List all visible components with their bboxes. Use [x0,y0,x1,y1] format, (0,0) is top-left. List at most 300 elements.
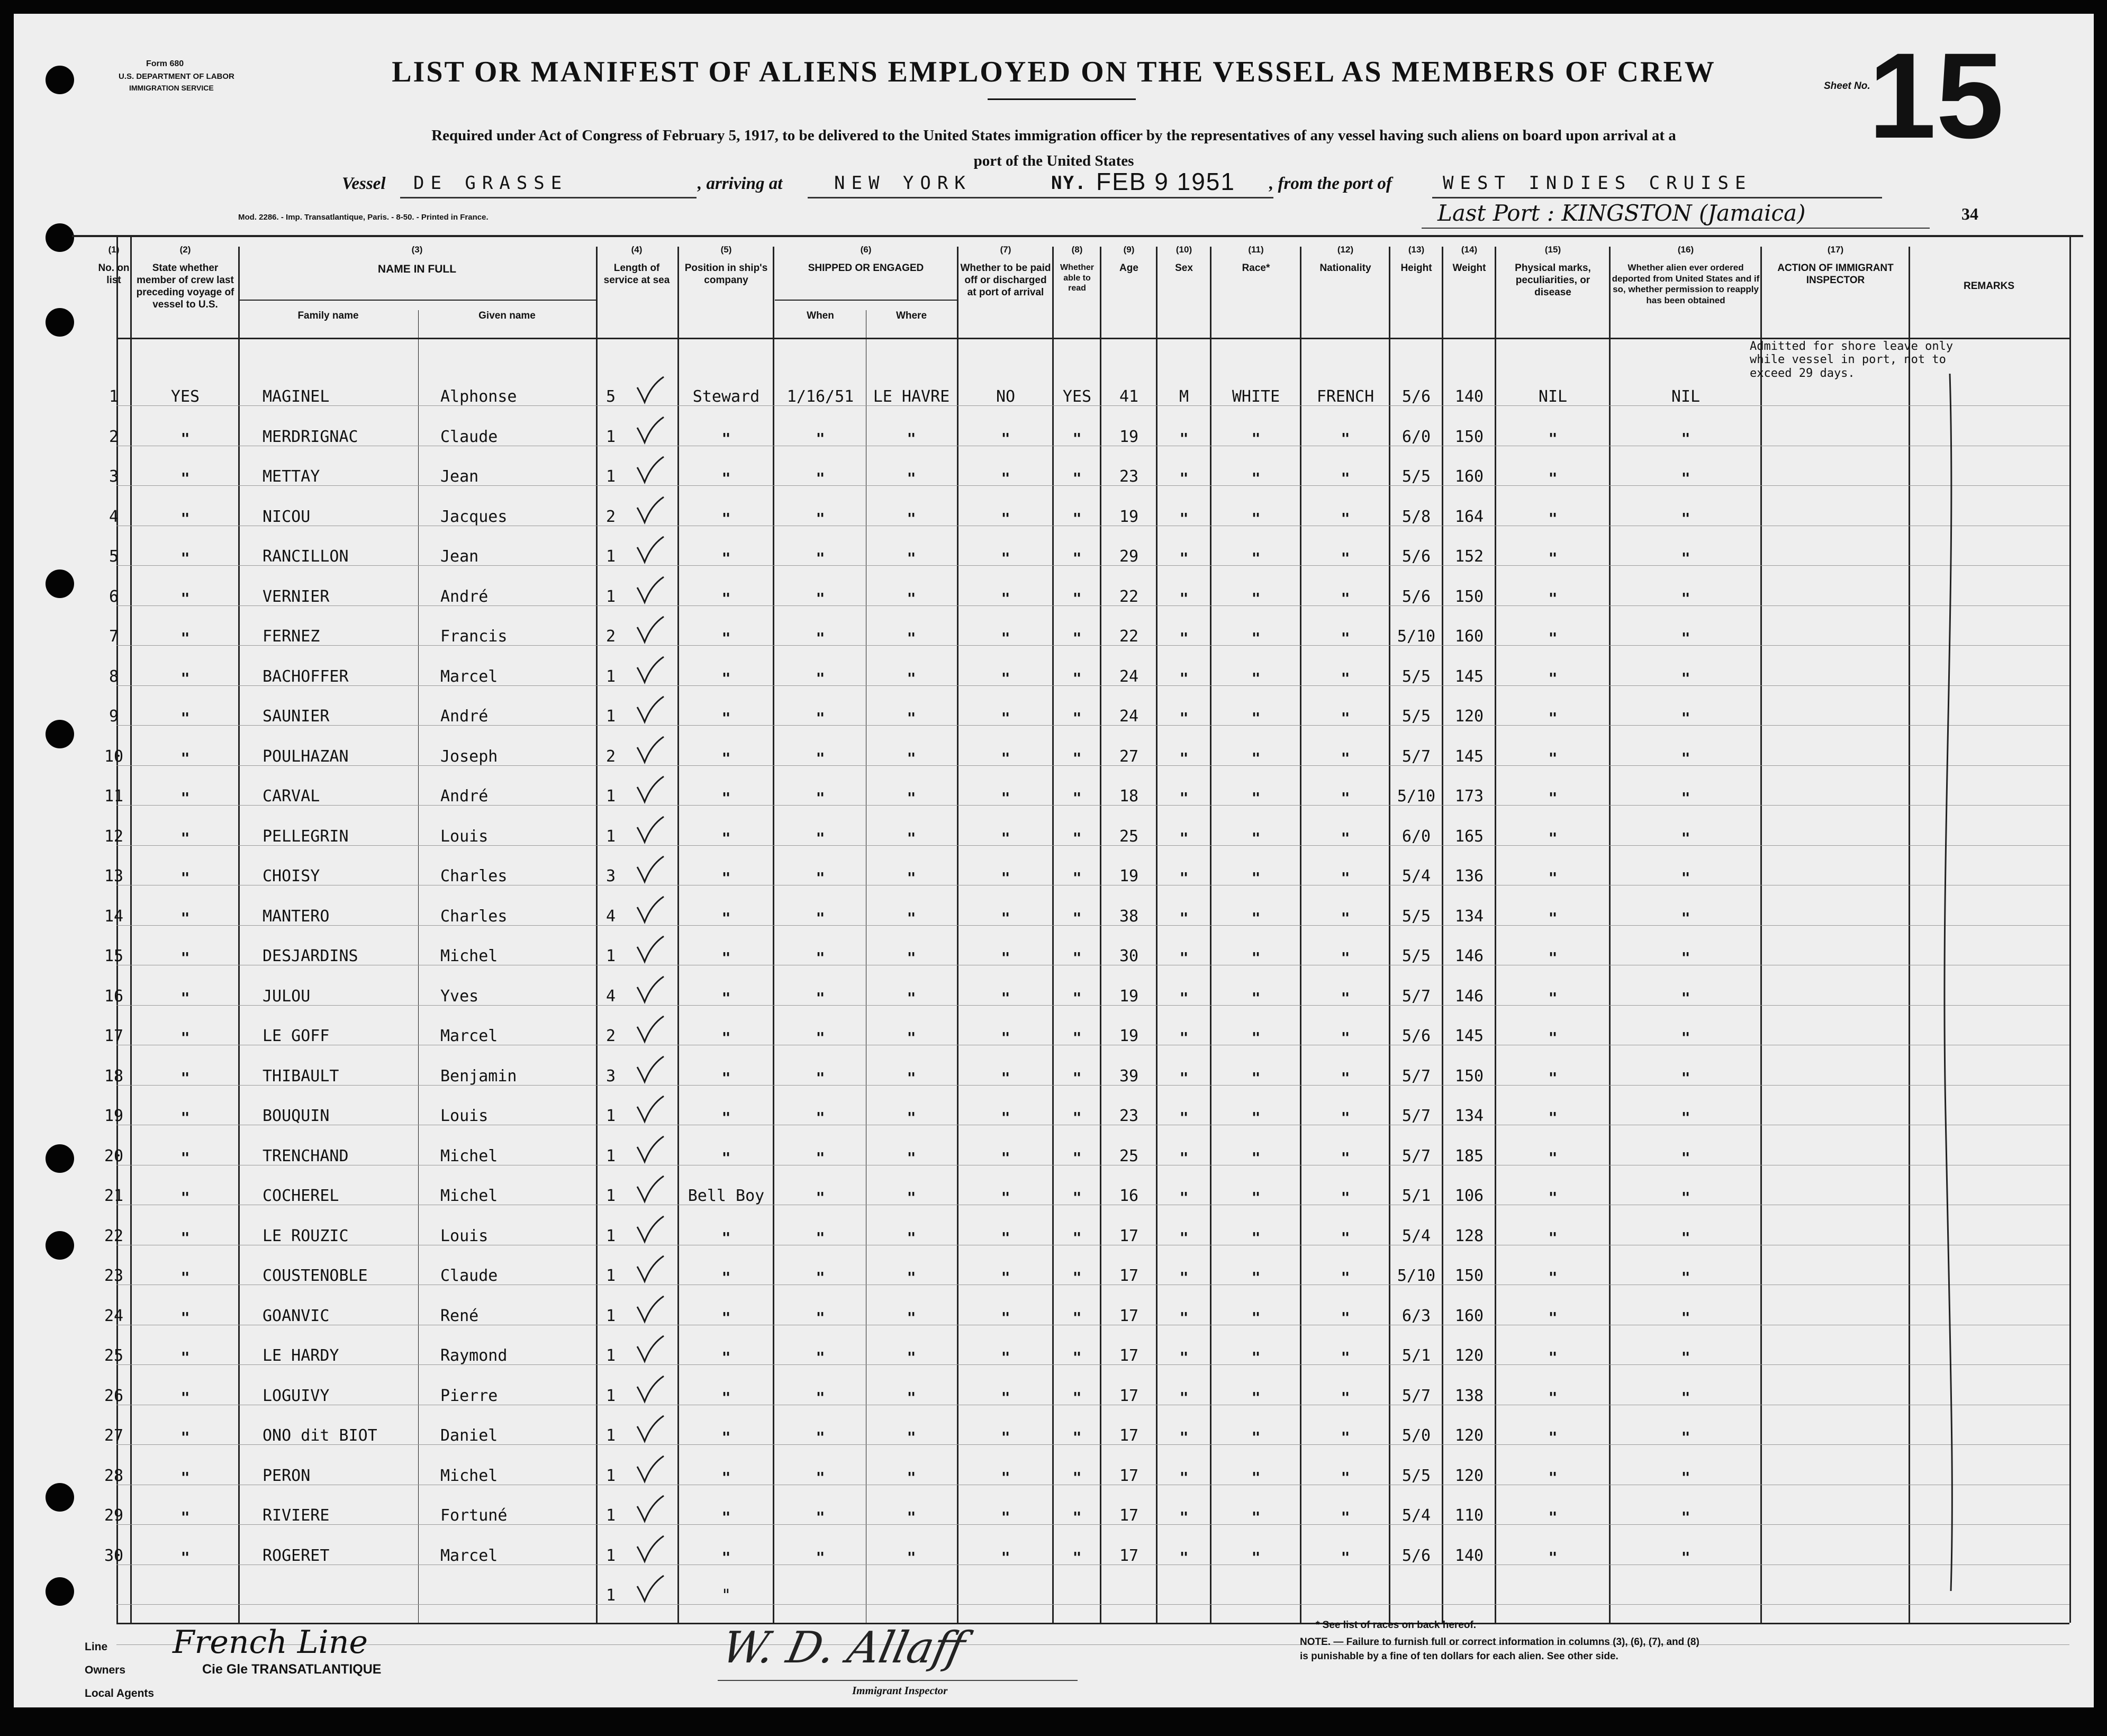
row-number: 13 [104,867,124,885]
checkmark-icon [634,416,666,446]
able-to-read: " [1072,1388,1082,1406]
paid-off: " [1001,1109,1010,1126]
deported-status: " [1681,1109,1690,1126]
sex: " [1179,1149,1189,1167]
height: 6/0 [1401,427,1431,446]
able-to-read: " [1072,629,1082,647]
sex: " [1179,1189,1189,1206]
weight: 120 [1454,1426,1484,1445]
crew-status: " [180,709,190,727]
position: " [721,589,731,607]
paid-off: " [1001,669,1010,687]
height: 5/7 [1401,747,1431,766]
punch-hole [46,1483,74,1512]
shipped-where: " [907,1388,916,1406]
shipped-when: " [816,1228,825,1246]
shipped-where: " [907,589,916,607]
height: 5/4 [1401,1226,1431,1245]
able-to-read: " [1072,909,1082,927]
weight: 150 [1454,1066,1484,1086]
nationality: " [1341,989,1350,1007]
checkmark-icon [634,1175,666,1205]
crew-status: " [180,829,190,847]
race: " [1251,1508,1261,1526]
nationality: " [1341,749,1350,767]
shipped-where: " [907,1508,916,1526]
position: " [721,829,731,847]
given-name: Jean [440,467,479,486]
penalty-note: NOTE. — Failure to furnish full or correct information in columns (3), (6), (7), and (8) is punishable by a fine of ten dollars for each alien. See other side. [1300,1636,1699,1662]
nationality: " [1341,509,1350,527]
shipped-when: " [816,1269,825,1286]
physical-marks: " [1548,989,1558,1007]
deported-status: " [1681,909,1690,927]
shipped-where: " [907,1548,916,1566]
age: 25 [1119,1146,1139,1165]
nationality: " [1341,1228,1350,1246]
weight: 173 [1454,787,1484,806]
inspector-action-note: Admitted for shore leave only while vessel in port, not to exceed 29 days. [1750,340,1954,380]
length-of-service: 2 [605,507,616,526]
row-number: 8 [108,667,119,686]
race: " [1251,709,1261,727]
paid-off: " [1001,589,1010,607]
family-name: ONO dit BIOT [263,1426,377,1445]
checkmark-icon [634,576,666,605]
height: 5/6 [1401,1027,1431,1045]
able-to-read: " [1072,1189,1082,1206]
length-of-service: 1 [605,587,616,606]
arriving-port: NEW YORK [834,173,972,194]
race: " [1251,949,1261,966]
given-name: Charles [440,907,508,926]
given-name: Marcel [440,667,498,686]
length-of-service: 1 [605,547,616,566]
punch-hole [46,308,74,337]
height: 5/0 [1401,1426,1431,1445]
deported-status: " [1681,789,1690,807]
physical-marks: " [1548,1189,1558,1206]
service-name: IMMIGRATION SERVICE [129,84,214,92]
row-number: 22 [104,1226,124,1245]
printer-note: Mod. 2286. - Imp. Transatlantique, Paris. - 8-50. - Printed in France. [238,213,489,222]
family-name: BACHOFFER [263,667,349,686]
row-number: 30 [104,1546,124,1565]
crew-status: " [180,789,190,807]
crew-status: " [180,1189,190,1206]
header-given-name: Given name [478,310,536,321]
height: 5/6 [1401,1546,1431,1565]
header-position: (5) Position in ship's company [684,245,768,286]
weight: 134 [1454,1107,1484,1125]
shipped-where: " [907,789,916,807]
age: 19 [1119,867,1139,885]
row-number: 15 [104,947,124,965]
position: " [721,1228,731,1246]
crew-status: " [180,1228,190,1246]
shipped-when: " [816,789,825,807]
sex: " [1179,1508,1189,1526]
sex: M [1179,387,1189,406]
shipped-when: " [816,1468,825,1486]
given-name: Francis [440,627,508,646]
height: 5/7 [1401,1386,1431,1405]
given-name: Claude [440,1267,498,1285]
position: " [721,629,731,647]
shipped-where: " [907,509,916,527]
sex: " [1179,549,1189,567]
nationality: " [1341,1349,1350,1366]
paid-off: " [1001,429,1010,447]
physical-marks: " [1548,1069,1558,1087]
sex: " [1179,869,1189,887]
physical-marks: " [1548,1508,1558,1526]
sheet-label: Sheet No. [1824,80,1870,92]
header-nationality: (12) Nationality [1319,245,1371,274]
sex: " [1179,1069,1189,1087]
deported-status: " [1681,1508,1690,1526]
physical-marks: " [1548,1029,1558,1046]
paid-off: " [1001,1308,1010,1326]
physical-marks: " [1548,429,1558,447]
family-name: RIVIERE [263,1506,330,1525]
shipped-where: " [907,469,916,487]
length-of-service: 1 [605,1426,616,1445]
checkmark-icon [634,1415,666,1444]
length-of-service: 1 [605,1306,616,1325]
position: " [721,669,731,687]
position: " [721,1428,731,1446]
column-divider [596,247,598,1623]
column-divider [957,247,958,1623]
shipped-where: " [907,1029,916,1046]
nationality: " [1341,1468,1350,1486]
column-divider [1389,247,1390,1623]
checkmark-icon [634,496,666,526]
length-of-service: 3 [605,1066,616,1086]
paid-off: " [1001,1428,1010,1446]
weight: 146 [1454,987,1484,1006]
able-to-read: " [1072,1029,1082,1046]
shipped-where: " [907,909,916,927]
row-number: 23 [104,1267,124,1285]
position: " [721,1029,731,1046]
checkmark-icon [634,1215,666,1245]
race: " [1251,1109,1261,1126]
row-number: 3 [108,467,119,486]
shipped-where: " [907,1349,916,1366]
deported-status: " [1681,469,1690,487]
length-of-service: 4 [605,987,616,1006]
shipped-where: " [907,429,916,447]
height: 5/6 [1401,587,1431,606]
crew-status: " [180,589,190,607]
position: " [721,1586,731,1605]
punch-hole [46,1577,74,1606]
shipped-where: " [907,549,916,567]
row-rule [116,1604,2069,1605]
crew-status: " [180,1468,190,1486]
nationality: " [1341,1109,1350,1126]
height: 5/7 [1401,987,1431,1006]
paid-off: " [1001,1468,1010,1486]
nationality: " [1341,949,1350,966]
height: 5/1 [1401,1187,1431,1205]
checkmark-icon [634,695,666,725]
able-to-read: " [1072,749,1082,767]
given-name: Charles [440,867,508,885]
length-of-service: 1 [605,1146,616,1165]
crew-status: " [180,989,190,1007]
shipped-when: " [816,1548,825,1566]
position: " [721,749,731,767]
weight: 106 [1454,1187,1484,1205]
length-of-service: 1 [605,827,616,846]
deported-status: " [1681,589,1690,607]
local-agents-label: Local Agents [85,1687,155,1699]
manifest-sheet [14,14,2094,1707]
paid-off: " [1001,1149,1010,1167]
age: 17 [1119,1546,1139,1565]
paid-off: " [1001,989,1010,1007]
length-of-service: 1 [605,1586,616,1605]
header-state: (2) State whether member of crew last preceding voyage of vessel to U.S. [136,245,234,310]
weight: 120 [1454,707,1484,726]
sex: " [1179,469,1189,487]
age: 24 [1119,667,1139,686]
length-of-service: 1 [605,1107,616,1125]
age: 30 [1119,947,1139,965]
race: " [1251,589,1261,607]
checkmark-icon [634,855,666,885]
shipped-when: " [816,669,825,687]
sex: " [1179,1029,1189,1046]
height: 5/10 [1397,627,1436,646]
signature-line [718,1680,1078,1681]
nationality: " [1341,549,1350,567]
able-to-read: " [1072,1468,1082,1486]
header-age: (9) Age [1119,245,1138,274]
deported-status: " [1681,1468,1690,1486]
able-to-read: " [1072,549,1082,567]
sex: " [1179,669,1189,687]
length-of-service: 1 [605,1346,616,1365]
length-of-service: 1 [605,467,616,486]
column-divider [1156,247,1158,1623]
length-of-service: 2 [605,1027,616,1045]
paid-off: " [1001,1189,1010,1206]
header-paid-off: (7) Whether to be paid off or discharged at port of arrival [960,245,1051,298]
position: " [721,1109,731,1126]
given-name: Marcel [440,1546,498,1565]
able-to-read: " [1072,429,1082,447]
length-of-service: 1 [605,1187,616,1205]
position: " [721,509,731,527]
nationality: " [1341,1308,1350,1326]
length-of-service: 1 [605,1546,616,1565]
able-to-read: " [1072,1508,1082,1526]
race: " [1251,429,1261,447]
header-sex: (10) Sex [1175,245,1193,274]
last-port-handwritten: Last Port : KINGSTON (Jamaica) [1437,200,1806,226]
height: 6/0 [1401,827,1431,846]
column-divider [1495,247,1496,1623]
sex: " [1179,1468,1189,1486]
height: 5/4 [1401,1506,1431,1525]
able-to-read: " [1072,789,1082,807]
from-port-label: , from the port of [1269,174,1392,193]
position: " [721,429,731,447]
length-of-service: 4 [605,907,616,926]
height: 5/5 [1401,907,1431,926]
length-of-service: 1 [605,947,616,965]
able-to-read: " [1072,1269,1082,1286]
deported-status: " [1681,1388,1690,1406]
sex: " [1179,429,1189,447]
physical-marks: " [1548,1468,1558,1486]
family-name: LOGUIVY [263,1386,330,1405]
nationality: " [1341,1029,1350,1046]
able-to-read: " [1072,669,1082,687]
row-rule [116,1644,2069,1645]
family-name: MANTERO [263,907,330,926]
header-where: Where [896,310,927,321]
family-name: CARVAL [263,787,320,806]
column-divider [773,247,774,1623]
physical-marks: " [1548,669,1558,687]
position: " [721,789,731,807]
shipped-where: " [907,1228,916,1246]
checkmark-icon [634,1375,666,1405]
row-number: 10 [104,747,124,766]
crew-status: " [180,1109,190,1126]
position: " [721,1308,731,1326]
crew-status: " [180,869,190,887]
weight: 134 [1454,907,1484,926]
physical-marks: " [1548,1349,1558,1366]
age: 22 [1119,627,1139,646]
shipped-when: " [816,1308,825,1326]
sex: " [1179,789,1189,807]
family-name: THIBAULT [263,1066,339,1086]
race: " [1251,1149,1261,1167]
age: 39 [1119,1066,1139,1086]
family-name: FERNEZ [263,627,320,646]
race: " [1251,829,1261,847]
age: 27 [1119,747,1139,766]
crew-status: " [180,1029,190,1046]
shipped-when: " [816,1189,825,1206]
race: " [1251,789,1261,807]
weight: 128 [1454,1226,1484,1245]
physical-marks: " [1548,949,1558,966]
table-bottom-border [116,1623,2069,1624]
header-no: (1) No. on list [98,245,130,286]
sheet-number: 15 [1868,28,2004,164]
family-name: GOANVIC [263,1306,330,1325]
race: " [1251,1228,1261,1246]
family-name: BOUQUIN [263,1107,330,1125]
deported-status: " [1681,869,1690,887]
position: " [721,709,731,727]
height: 5/1 [1401,1346,1431,1365]
physical-marks: " [1548,829,1558,847]
punch-hole [46,223,74,252]
able-to-read: YES [1062,387,1092,406]
height: 5/6 [1401,547,1431,566]
arriving-underline [808,197,1273,198]
shipped-where: " [907,669,916,687]
height: 5/7 [1401,1066,1431,1086]
line-value: French Line [173,1624,368,1661]
from-port: WEST INDIES CRUISE [1443,173,1752,194]
paid-off: " [1001,909,1010,927]
deported-status: " [1681,989,1690,1007]
age: 19 [1119,507,1139,526]
crew-status: " [180,1349,190,1366]
shipped-where: " [907,629,916,647]
shipped-when: " [816,589,825,607]
table-top-border [72,235,2083,237]
length-of-service: 1 [605,1506,616,1525]
vessel-name: DE GRASSE [413,173,568,194]
paid-off: " [1001,709,1010,727]
checkmark-icon [634,1255,666,1285]
shipped-when: " [816,989,825,1007]
row-number: 20 [104,1146,124,1165]
deported-status: " [1681,629,1690,647]
able-to-read: " [1072,829,1082,847]
weight: 160 [1454,1306,1484,1325]
nationality: FRENCH [1316,387,1374,406]
deported-status: NIL [1671,387,1701,406]
row-number: 4 [108,507,119,526]
sex: " [1179,1228,1189,1246]
nationality: " [1341,629,1350,647]
checkmark-icon [634,536,666,565]
row-number: 5 [108,547,119,566]
shipped-where: " [907,709,916,727]
physical-marks: " [1548,749,1558,767]
weight: 164 [1454,507,1484,526]
checkmark-icon [634,456,666,485]
race: " [1251,1069,1261,1087]
crew-status: " [180,1269,190,1286]
paid-off: " [1001,509,1010,527]
header-weight: (14) Weight [1452,245,1486,274]
crew-status: " [180,669,190,687]
checkmark-icon [634,896,666,925]
height: 5/10 [1397,787,1436,806]
paid-off: " [1001,1349,1010,1366]
header-bottom-border [116,338,2069,339]
nationality: " [1341,1269,1350,1286]
department: U.S. DEPARTMENT OF LABOR [119,72,234,81]
given-name: Louis [440,827,489,846]
age: 19 [1119,427,1139,446]
paid-off: " [1001,469,1010,487]
weight: 150 [1454,1267,1484,1285]
given-name: Joseph [440,747,498,766]
crew-status: " [180,1149,190,1167]
header-race: (11) Race* [1242,245,1270,274]
deported-status: " [1681,1269,1690,1286]
race: " [1251,989,1261,1007]
race: " [1251,1428,1261,1446]
form-subtitle-line2: port of the United States [973,152,1134,169]
row-number: 27 [104,1426,124,1445]
physical-marks: " [1548,1428,1558,1446]
